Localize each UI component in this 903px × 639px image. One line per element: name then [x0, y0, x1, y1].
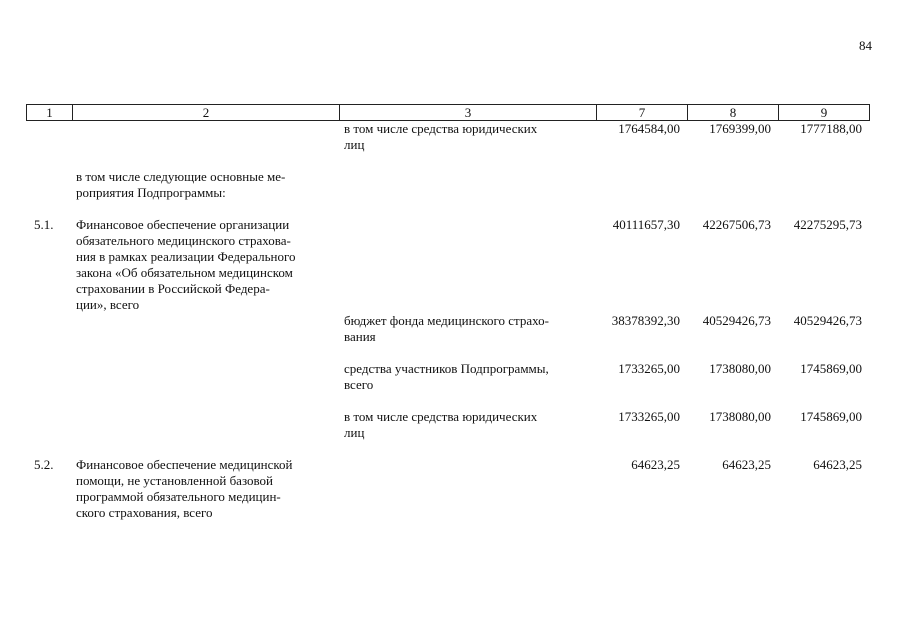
- header-col-8: 8: [688, 105, 779, 121]
- row-source-line: лиц: [344, 425, 365, 440]
- table-row: [26, 457, 869, 521]
- row-value-8: 64623,25: [722, 457, 771, 472]
- table-body: [26, 121, 869, 521]
- row-value-7: 38378392,30: [611, 313, 680, 328]
- row-name-line: помощи, не установленной базовой: [76, 473, 274, 488]
- row-number: 5.1.: [34, 217, 54, 232]
- row-value-7: [596, 169, 687, 201]
- row-value-7: 64623,25: [631, 457, 680, 472]
- table-row: [26, 313, 869, 345]
- row-name-line: ния в рамках реализации Федерального: [76, 249, 296, 264]
- row-value-7: 1764584,00: [618, 121, 680, 136]
- row-value-8: 1738080,00: [709, 409, 771, 424]
- row-name-line: страховании в Российской Федера-: [76, 281, 270, 296]
- page-number: 84: [859, 38, 872, 53]
- row-value-7: 1733265,00: [618, 409, 680, 424]
- table-row: [26, 169, 869, 201]
- row-source-line: средства участников Подпрограммы,: [344, 361, 549, 376]
- row-name-line: Финансовое обеспечение медицинской: [76, 457, 293, 472]
- row-value-7: 1733265,00: [618, 361, 680, 376]
- row-value-7: 40111657,30: [612, 217, 680, 232]
- row-number: 5.2.: [34, 457, 54, 472]
- row-name: [72, 361, 339, 393]
- row-source-line: в том числе средства юридических: [344, 409, 538, 424]
- header-col-3: 3: [340, 105, 597, 121]
- row-name: [72, 409, 339, 441]
- row-name-line: ции», всего: [76, 297, 140, 312]
- header-col-7: 7: [597, 105, 688, 121]
- row-value-9: 42275295,73: [793, 217, 862, 232]
- budget-table: [26, 104, 870, 521]
- row-name: [72, 457, 339, 521]
- row-value-8: 1738080,00: [709, 361, 771, 376]
- row-source: [339, 409, 596, 441]
- table-row: [26, 409, 869, 441]
- table-row: [26, 361, 869, 393]
- row-name: [72, 169, 339, 201]
- row-number: [26, 121, 72, 153]
- row-number: [26, 313, 72, 345]
- row-source-line: бюджет фонда медицинского страхо-: [344, 313, 549, 328]
- row-source: [339, 457, 596, 521]
- header-col-2: 2: [73, 105, 340, 121]
- row-value-9: 1777188,00: [800, 121, 862, 136]
- row-name-line: закона «Об обязательном медицинском: [76, 265, 293, 280]
- row-number: [26, 361, 72, 393]
- row-value-9: 1745869,00: [800, 409, 862, 424]
- row-value-8: 40529426,73: [702, 313, 771, 328]
- row-name-line: в том числе следующие основные ме-: [76, 169, 286, 184]
- row-source: [339, 313, 596, 345]
- row-name: [72, 121, 339, 153]
- row-value-9: [778, 169, 869, 201]
- row-number: [26, 169, 72, 201]
- row-source-line: вания: [344, 329, 376, 344]
- header-col-9: 9: [779, 105, 870, 121]
- row-value-9: 1745869,00: [800, 361, 862, 376]
- row-name-line: ского страхования, всего: [76, 505, 213, 520]
- table-row: [26, 121, 869, 153]
- row-value-8: [687, 169, 778, 201]
- row-name-line: обязательного медицинского страхова-: [76, 233, 291, 248]
- row-source: [339, 361, 596, 393]
- row-number: [26, 409, 72, 441]
- row-source: [339, 217, 596, 313]
- row-source-line: всего: [344, 377, 374, 392]
- row-source: [339, 121, 596, 153]
- row-name-line: программой обязательного медицин-: [76, 489, 281, 504]
- row-value-9: 40529426,73: [793, 313, 862, 328]
- header-col-1: 1: [27, 105, 73, 121]
- table-header: [26, 104, 870, 121]
- row-value-9: 64623,25: [813, 457, 862, 472]
- row-value-8: 1769399,00: [709, 121, 771, 136]
- row-name-line: роприятия Подпрограммы:: [76, 185, 226, 200]
- row-name-line: Финансовое обеспечение организации: [76, 217, 290, 232]
- row-source-line: лиц: [344, 137, 365, 152]
- row-name: [72, 217, 339, 313]
- table-row: [26, 217, 869, 313]
- row-source-line: в том числе средства юридических: [344, 121, 538, 136]
- row-source: [339, 169, 596, 201]
- row-value-8: 42267506,73: [702, 217, 771, 232]
- row-name: [72, 313, 339, 345]
